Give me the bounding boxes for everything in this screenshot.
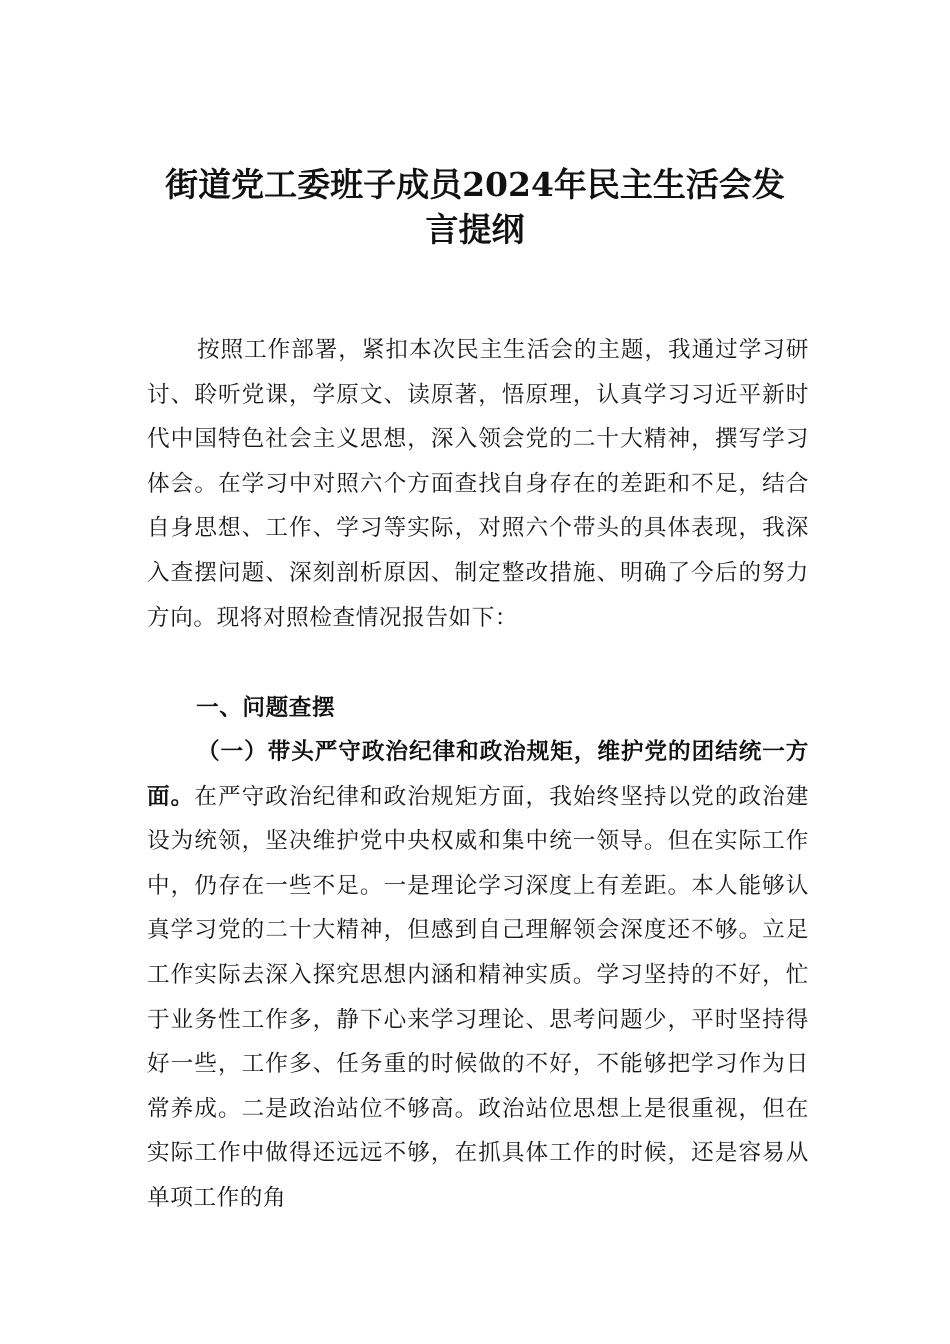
document-title-line-2: 言提纲 [425, 210, 525, 249]
subsection-heading: （一）带头严守政治纪律和政治规矩，维护党的团结统一方面。 [147, 739, 809, 810]
intro-paragraph: 按照工作部署，紧扣本次民主生活会的主题，我通过学习研讨、聆听党课，学原文、读原著，悟原理，认真学习习近平新时代中国特色社会主义思想，深入领会党的二十大精神，撰写学习体会。在学习中对照六个方面查找自身存在的差距和不足，结合自身思想、工作、学习等实际，对照六个带头的具体表现，我深入查摆问题、深刻剖析原因、制定整改措施、明确了今后的努力方向。现将对照检查情况报告如下： [147, 337, 809, 631]
subsection-body: 在严守政治纪律和政治规矩方面，我始终坚持以党的政治建设为统领，坚决维护党中央权威和集中统一领导。但在实际工作中，仍存在一些不足。一是理论学习深度上有差距。本人能够认真学习党的二十大精神，但感到自己理解领会深度还不够。立足工作实际去深入探究思想内涵和精神实质。学习坚持的不好，忙于业务性工作多，静下心来学习理论、思考问题少，平时坚持得好一些，工作多、任务重的时候做的不好，不能够把学习作为日常养成。二是政治站位不够高。政治站位思想上是很重视，但在实际工作中做得还远远不够，在抓具体工作的时候，还是容易从单项工作的角 [147, 783, 809, 1211]
section-heading: 一、问题查摆 [196, 695, 336, 721]
subsection-paragraph [147, 730, 809, 1221]
document-title-line-1: 街道党工委班子成员2024年民主生活会发 [165, 165, 785, 204]
